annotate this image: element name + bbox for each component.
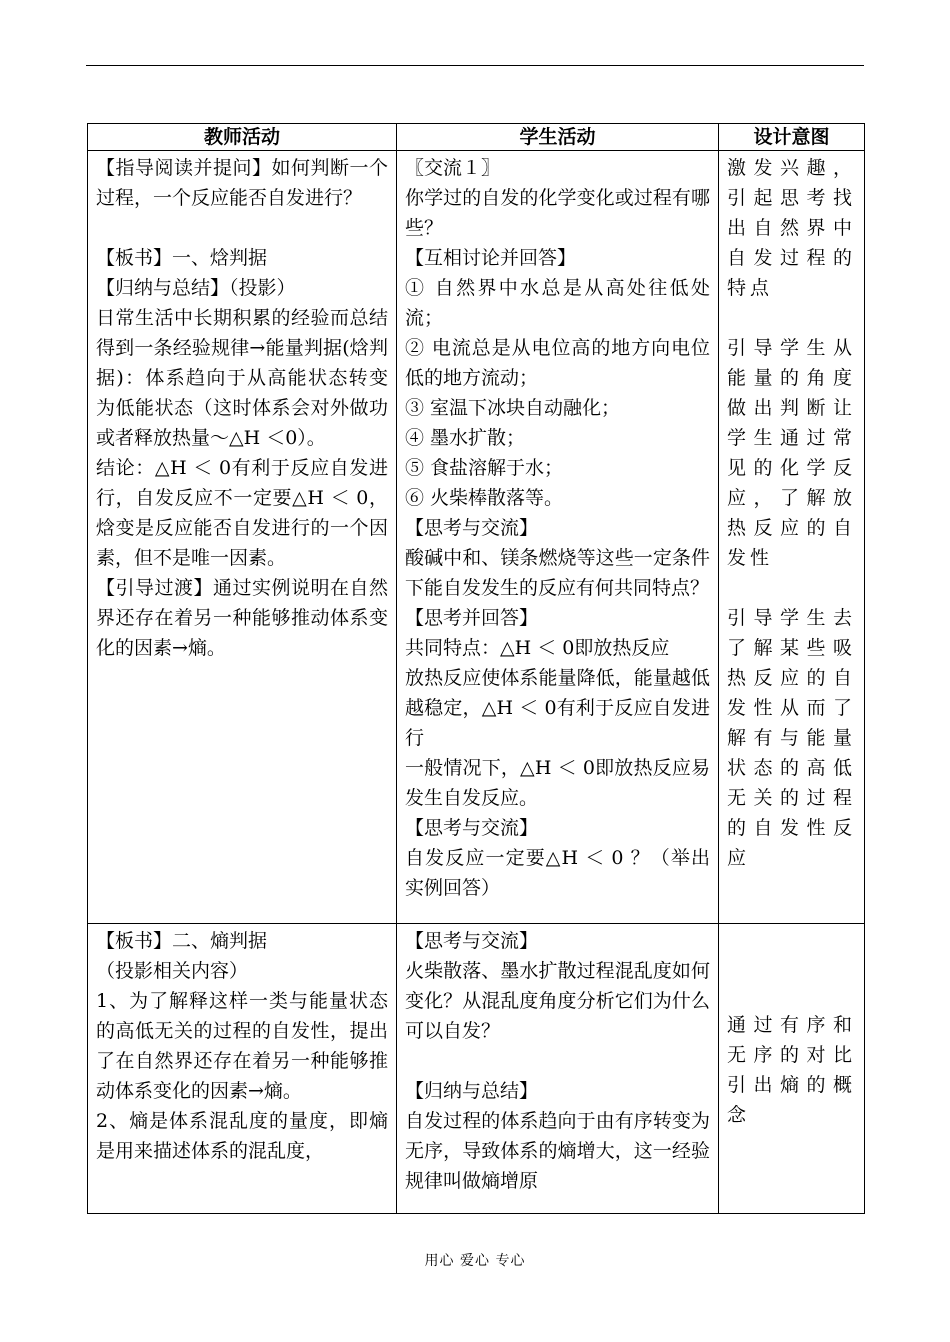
teacher-para: 2、熵是体系混乱度的量度，即熵是用来描述体系的混乱度， bbox=[96, 1110, 388, 1162]
student-para: 【思考与交流】 bbox=[405, 930, 539, 952]
design-intent-cell bbox=[719, 151, 865, 924]
lesson-plan-table bbox=[87, 123, 865, 1214]
table-header-row bbox=[88, 124, 865, 151]
intent-para: 引导学生从能量的角度做出判断让学生通过常见的化学反应，了解放热反应的自发性 bbox=[727, 337, 856, 569]
spacer bbox=[96, 213, 388, 243]
header-design-intent: 设计意图 bbox=[719, 124, 865, 151]
teacher-activity-cell bbox=[88, 924, 397, 1214]
page-footer: 用心 爱心 专心 bbox=[424, 1253, 526, 1269]
teacher-para: 【板书】二、熵判据 bbox=[96, 930, 268, 952]
student-para: ② 电流总是从电位高的地方向电位低的地方流动； bbox=[405, 337, 710, 389]
student-para: 自发过程的体系趋向于由有序转变为无序，导致体系的熵增大，这一经验规律叫做熵增原 bbox=[405, 1110, 710, 1192]
student-para: 酸碱中和、镁条燃烧等这些一定条件下能自发发生的反应有何共同特点？ bbox=[405, 547, 710, 599]
student-para: 〖交流１〗 bbox=[405, 157, 501, 179]
student-para: 【互相讨论并回答】 bbox=[405, 247, 577, 269]
teacher-para: 结论：△H ＜ 0有利于反应自发进行，自发反应不一定要△H ＜ 0，焓变是反应能否自发进行的一个因素，但不是唯一因素。 bbox=[96, 457, 388, 569]
spacer bbox=[405, 1046, 710, 1076]
student-para: 【归纳与总结】 bbox=[405, 1080, 539, 1102]
student-para: ④ 墨水扩散； bbox=[405, 427, 526, 449]
header-student-activity: 学生活动 bbox=[397, 124, 719, 151]
student-para: 自发反应一定要△H ＜ 0 ？（举出实例回答） bbox=[405, 847, 710, 899]
intent-para: 引导学生去了解某些吸热反应的自发性从而了解有与能量状态的高低无关的过程的自发性反应 bbox=[727, 607, 856, 869]
student-para: 火柴散落、墨水扩散过程混乱度如何变化？从混乱度角度分析它们为什么可以自发？ bbox=[405, 960, 710, 1042]
student-para: 【思考并回答】 bbox=[405, 607, 539, 629]
table-row bbox=[88, 924, 865, 1214]
student-activity-cell bbox=[397, 151, 719, 924]
teacher-para: 【归纳与总结】（投影） bbox=[96, 277, 296, 299]
teacher-para: 日常生活中长期积累的经验而总结得到一条经验规律→能量判据(焓判据)：体系趋向于从高能状态转变为低能状态（这时体系会对外做功或者释放热量～△H ＜0）。 bbox=[96, 307, 388, 449]
student-para: 你学过的自发的化学变化或过程有哪些？ bbox=[405, 187, 710, 239]
student-para: ⑤ 食盐溶解于水； bbox=[405, 457, 564, 479]
design-intent-cell bbox=[719, 924, 865, 1214]
teacher-para: 1、为了解释这样一类与能量状态的高低无关的过程的自发性，提出了在自然界还存在着另一种能够推动体系变化的因素→熵。 bbox=[96, 990, 388, 1102]
student-activity-cell bbox=[397, 924, 719, 1214]
student-para: 【思考与交流】 bbox=[405, 517, 539, 539]
student-para: 放热反应使体系能量降低，能量越低越稳定，△H ＜ 0有利于反应自发进行 bbox=[405, 667, 710, 749]
header-rule bbox=[86, 65, 864, 66]
header-teacher-activity: 教师活动 bbox=[88, 124, 397, 151]
student-para: ③ 室温下冰块自动融化； bbox=[405, 397, 621, 419]
student-para: 一般情况下，△H ＜ 0即放热反应易发生自发反应。 bbox=[405, 757, 710, 809]
teacher-para: 【板书】一、焓判据 bbox=[96, 247, 268, 269]
table-row bbox=[88, 151, 865, 924]
teacher-para: 【指导阅读并提问】如何判断一个过程，一个反应能否自发进行？ bbox=[96, 157, 388, 209]
student-para: ⑥ 火柴棒散落等。 bbox=[405, 487, 564, 509]
spacer bbox=[727, 573, 856, 603]
spacer bbox=[727, 303, 856, 333]
student-para: ① 自然界中水总是从高处往低处流； bbox=[405, 277, 710, 329]
teacher-para: （投影相关内容） bbox=[96, 960, 249, 982]
intent-para: 激发兴趣，引起思考找出自然界中自发过程的特点 bbox=[727, 157, 856, 299]
intent-para: 通过有序和无序的对比引出熵的概念 bbox=[727, 1013, 856, 1126]
teacher-para: 【引导过渡】通过实例说明在自然界还存在着另一种能够推动体系变化的因素→熵。 bbox=[96, 577, 388, 659]
student-para: 共同特点：△H ＜ 0即放热反应 bbox=[405, 637, 670, 659]
student-para: 【思考与交流】 bbox=[405, 817, 539, 839]
teacher-activity-cell bbox=[88, 151, 397, 924]
